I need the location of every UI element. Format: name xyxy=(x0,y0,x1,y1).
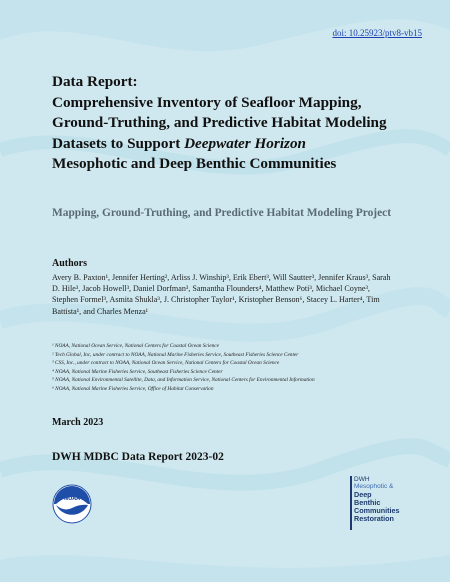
affiliation-item: ¹ NOAA, National Ocean Service, National Centers for Coastal Ocean Science xyxy=(52,343,219,349)
doi-link[interactable]: doi: 10.25923/ptv8-vb15 xyxy=(332,28,422,38)
title-emphasis: Deepwater Horizon xyxy=(184,134,306,152)
logo-line: DWH xyxy=(354,476,370,483)
title-line: Comprehensive Inventory of Seafloor Mapping, xyxy=(52,93,362,111)
logo-line: Communities xyxy=(354,505,400,515)
affiliation-item: ⁴ NOAA, National Marine Fisheries Service, Southeast Fisheries Science Center xyxy=(52,368,223,375)
logo-line: Benthic xyxy=(354,497,381,507)
title-line xyxy=(52,134,422,155)
title-line-text: Datasets to Support xyxy=(52,134,185,152)
logo-line: Restoration xyxy=(354,513,394,523)
logo-line: Mesophotic & xyxy=(354,483,394,490)
authors-list: Avery B. Paxton¹, Jennifer Herting², Arliss J. Winship³, Erik Ebert³, Will Sautter³, Jennifer Kraus³, Sarah D. Hile³, Jacob Howell³, Daniel Dorfman³, Samantha Flounders⁴, Matthew Poti³, Michael Coyne³, Stephen Formel³, Asmita Shukla³, J. Christopher Taylor¹, Kristopher Benson⁶, Stacey L. Harter⁴, Tim Battista¹, and Charles Menza¹ xyxy=(52,273,391,316)
report-number: DWH MDBC Data Report 2023-02 xyxy=(52,451,224,463)
report-title xyxy=(52,72,422,175)
title-line: Data Report: xyxy=(52,73,138,90)
title-line: Ground-Truthing, and Predictive Habitat Modeling xyxy=(52,114,387,131)
dwh-mdbc-logo xyxy=(350,476,412,523)
affiliations-list xyxy=(52,342,412,394)
authors-heading: Authors xyxy=(52,258,88,269)
project-subtitle: Mapping, Ground-Truthing, and Predictive Habitat Modeling Project xyxy=(52,207,391,219)
logo-bar xyxy=(350,476,352,530)
affiliation-item: ⁵ NOAA, National Environmental Satellite, Data, and Information Service, National Centers for Environmental Information xyxy=(52,377,315,384)
noaa-logo-text: NOAA xyxy=(63,496,81,502)
affiliation-item: ² Tech Global, Inc, under contract to NOAA, National Marine Fisheries Service, Southeast Fisheries Science Center xyxy=(52,351,299,358)
affiliation-item: ³ CSS, Inc., under contract to NOAA, National Ocean Service, National Centers for Coastal Ocean Science xyxy=(52,360,280,367)
noaa-logo-icon xyxy=(52,484,92,524)
report-date: March 2023 xyxy=(52,417,104,428)
title-line: Mesophotic and Deep Benthic Communities xyxy=(52,155,337,172)
affiliation-item: ⁶ NOAA, National Marine Fisheries Service, Office of Habitat Conservation xyxy=(52,385,214,392)
logo-line: Deep xyxy=(354,489,372,499)
